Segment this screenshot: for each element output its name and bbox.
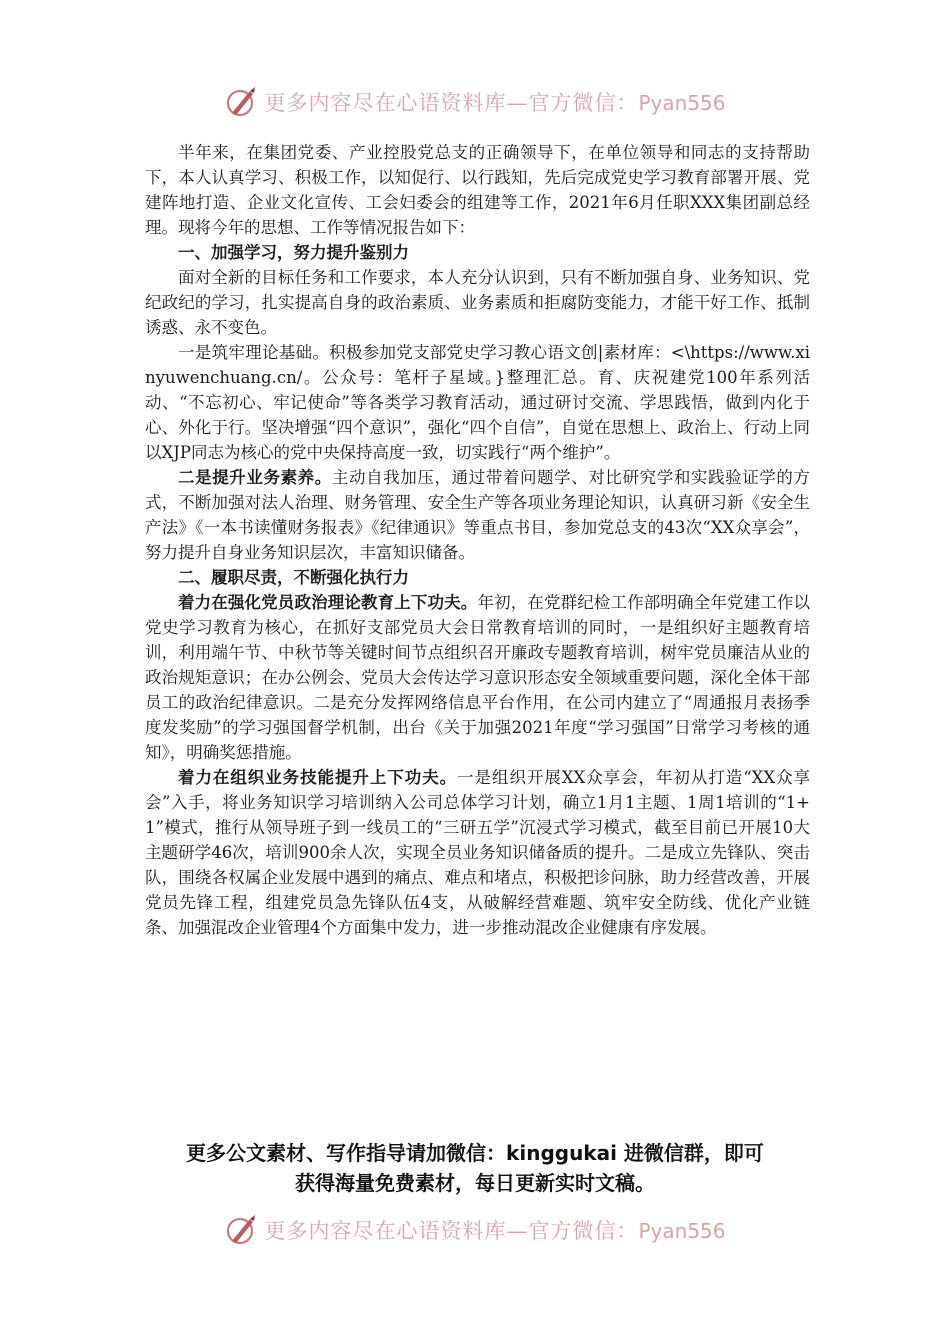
paragraph-body: 一是组织开展XX众享会，年初从打造“XX众享会”入手，将业务知识学习培训纳入公司总体学习计划，确立1月1主题、1周1培训的“1+1”模式，推行从领导班子到一线员工的“三研五学”沉浸式学习模式，截至目前已开展10大主题研学46次，培训900余人次，实现全员业务知识储备质的提升。二是成立先锋队、突击队，围绕各权属企业发展中遇到的痛点、难点和堵点，积极把诊问脉，助力经营改善，开展党员先锋工程，组建党员急先锋队伍4支，从破解经营难题、筑牢安全防线、优化产业链条、加强混改企业管理4个方面集中发力，进一步推动混改企业健康有序发展。 [145, 768, 811, 937]
section-2-heading: 二、履职尽责，不断强化执行力 [178, 568, 409, 587]
paragraph-lead: 着力在强化党员政治理论教育上下功夫。 [178, 593, 478, 612]
section-1-paragraph-2: 一是筑牢理论基础。积极参加党支部党史学习教心语文创|素材库：<\https://www.xinyuwenchuang.cn/。公众号：笔杆子星域。}整理汇总。育、庆祝建党100年系列活动、“不忘初心、牢记使命”等各类学习教育活动，通过研讨交流、学思践悟，做到内化于心、外化于行。坚决增强“四个意识”，强化“四个自信”，自觉在思想上、政治上、行动上同以XJP同志为核心的党中央保持高度一致，切实践行“两个维护”。 [145, 343, 810, 462]
quill-pen-logo-icon [224, 85, 258, 119]
paragraph-lead: 着力在组织业务技能提升上下功夫。 [178, 768, 458, 787]
brand-text: 更多内容尽在心语资料库—官方微信：Pyan556 [264, 91, 726, 115]
section-1-paragraph-1: 面对全新的目标任务和工作要求，本人充分认识到，只有不断加强自身、业务知识、党纪政纪的学习，扎实提高自身的政治素质、业务素质和拒腐防变能力，才能干好工作、抵制诱惑、永不变色。 [145, 268, 810, 337]
intro-paragraph: 半年来，在集团党委、产业控股党总支的正确领导下，在单位领导和同志的支持帮助下，本人认真学习、积极工作，以知促行、以行践知，先后完成党史学习教育部署开展、党建阵地打造、企业文化宣传、工会妇委会的组建等工作，2021年6月任职XXX集团副总经理。现将今年的思想、工作等情况报告如下： [145, 143, 810, 237]
section-2-paragraph-1 [145, 590, 810, 765]
brand-header [0, 80, 950, 124]
paragraph-body: 年初，在党群纪检工作部明确全年党建工作以党史学习教育为核心，在抓好支部党员大会日常教育培训的同时，一是组织好主题教育培训，利用端午节、中秋节等关键时间节点组织召开廉政专题教育培训，树牢党员廉洁从业的政治规矩意识；在办公例会、党员大会传达学习意识形态安全领域重要问题，深化全体干部员工的政治纪律意识。二是充分发挥网络信息平台作用，在公司内建立了“周通报月表扬季度发奖励”的学习强国督学机制，出台《关于加强2021年度“学习强国”日常学习考核的通知》，明确奖惩措施。 [145, 593, 811, 762]
brand-footer [0, 1208, 950, 1252]
promo-banner [130, 1138, 820, 1198]
paragraph-body: 主动自我加压，通过带着问题学、对比研究学和实践验证学的方式，不断加强对法人治理、财务管理、安全生产等各项业务理论知识，认真研习新《安全生产法》《一本书读懂财务报表》《纪律通识》等重点书目，参加党总支的43次“XX众享会”，努力提升自身业务知识层次，丰富知识储备。 [145, 468, 811, 562]
promo-line-2: 获得海量免费素材，每日更新实时文稿。 [295, 1171, 655, 1195]
section-2-paragraph-2 [145, 765, 810, 940]
brand-wechat-id: Pyan556 [638, 1219, 726, 1243]
brand-wechat-id: Pyan556 [638, 91, 726, 115]
section-1-paragraph-3 [145, 465, 810, 565]
quill-pen-logo-icon [224, 1213, 258, 1247]
section-1-heading: 一、加强学习，努力提升鉴别力 [178, 243, 409, 262]
document-body [145, 140, 810, 940]
paragraph-lead: 二是提升业务素养。 [178, 468, 332, 487]
brand-text: 更多内容尽在心语资料库—官方微信：Pyan556 [264, 1219, 726, 1243]
promo-line-1: 更多公文素材、写作指导请加微信：kinggukai 进微信群，即可 [186, 1141, 764, 1165]
